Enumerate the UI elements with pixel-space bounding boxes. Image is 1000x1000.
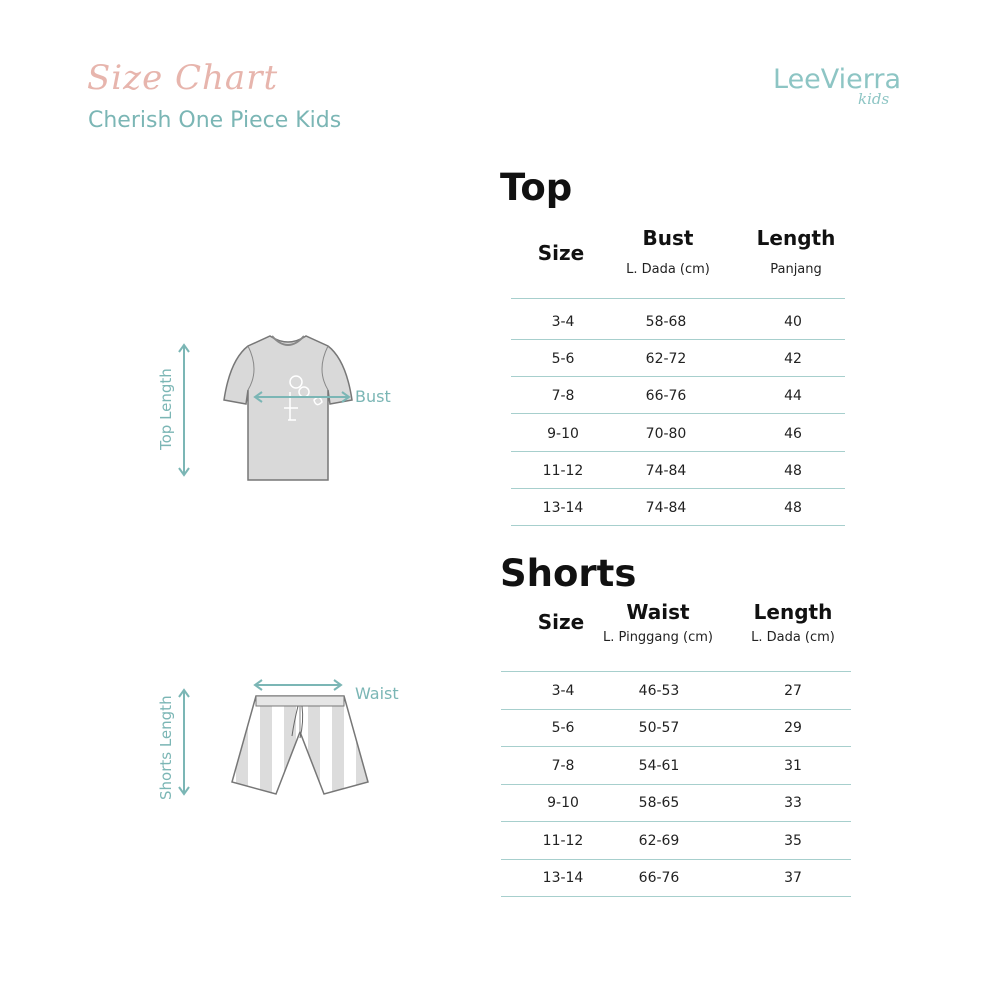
table-cell: 44 (784, 388, 802, 405)
top-col-size: Size (537, 241, 585, 265)
top-section-title: Top (500, 166, 573, 209)
table-cell: 27 (784, 683, 802, 699)
table-cell: 42 (784, 351, 802, 368)
table-cell: 48 (784, 500, 802, 516)
table-cell: 11-12 (542, 832, 584, 849)
table-cell: 46-53 (638, 683, 680, 699)
table-cell: 37 (784, 870, 802, 886)
table-cell: 74-84 (645, 500, 687, 516)
table-cell: 11-12 (542, 462, 584, 479)
shorts-col-waist: Waist (626, 600, 690, 624)
table-cell: 31 (784, 757, 802, 774)
table-cell: 5-6 (551, 351, 575, 368)
bust-label: Bust (355, 387, 391, 406)
shorts-col-length: Length (753, 600, 833, 624)
table-row-rule (511, 376, 845, 377)
table-cell: 58-65 (638, 795, 680, 812)
logo-wordmark: LeeVierra (773, 64, 902, 95)
shorts-col-waist-sub: L. Pinggang (cm) (603, 630, 713, 645)
table-cell: 3-4 (551, 683, 575, 699)
shorts-section-title: Shorts (500, 552, 637, 595)
table-cell: 62-69 (638, 832, 680, 849)
table-cell: 29 (784, 720, 802, 737)
table-row-rule (511, 525, 845, 526)
page-title: Size Chart (87, 58, 279, 98)
top-length-arrow-icon (176, 340, 192, 480)
table-cell: 66-76 (645, 388, 687, 405)
waist-arrow-icon (252, 677, 344, 693)
shorts-length-arrow-icon (176, 686, 192, 798)
table-cell: 13-14 (542, 870, 584, 886)
table-cell: 35 (784, 832, 802, 849)
table-row-rule (501, 821, 851, 822)
top-col-length-sub: Panjang (770, 262, 822, 277)
top-col-bust: Bust (642, 226, 694, 250)
table-header-rule (501, 671, 851, 672)
table-row-rule (501, 746, 851, 747)
table-header-rule (511, 298, 845, 299)
table-row-rule (511, 413, 845, 414)
table-cell: 48 (784, 462, 802, 479)
top-length-label: Top Length (157, 368, 175, 450)
table-row-rule (501, 859, 851, 860)
table-cell: 46 (784, 425, 802, 442)
table-cell: 7-8 (551, 388, 575, 405)
table-cell: 7-8 (551, 757, 575, 774)
table-cell: 9-10 (547, 795, 579, 812)
shorts-col-length-sub: L. Dada (cm) (751, 630, 835, 645)
table-cell: 13-14 (542, 500, 584, 516)
top-col-bust-sub: L. Dada (cm) (626, 262, 710, 277)
table-row-rule (511, 488, 845, 489)
shorts-col-size: Size (537, 610, 585, 634)
table-cell: 74-84 (645, 462, 687, 479)
waist-label: Waist (355, 684, 399, 703)
table-row-rule (511, 339, 845, 340)
table-cell: 9-10 (547, 425, 579, 442)
top-col-length: Length (756, 226, 836, 250)
brand-logo (773, 64, 913, 114)
logo-subtext: kids (858, 90, 890, 108)
table-cell: 5-6 (551, 720, 575, 737)
table-cell: 33 (784, 795, 802, 812)
bust-arrow-icon (252, 389, 352, 405)
table-cell: 54-61 (638, 757, 680, 774)
table-cell: 66-76 (638, 870, 680, 886)
shorts-length-label: Shorts Length (157, 695, 175, 800)
product-name: Cherish One Piece Kids (88, 108, 342, 133)
table-cell: 3-4 (551, 314, 575, 330)
table-row-rule (501, 709, 851, 710)
table-cell: 50-57 (638, 720, 680, 737)
table-cell: 40 (784, 314, 802, 330)
table-cell: 62-72 (645, 351, 687, 368)
table-row-rule (501, 784, 851, 785)
top-garment-icon (218, 330, 358, 486)
table-cell: 70-80 (645, 425, 687, 442)
table-row-rule (501, 896, 851, 897)
table-row-rule (511, 451, 845, 452)
table-cell: 58-68 (645, 314, 687, 330)
shorts-garment-icon (228, 692, 372, 798)
